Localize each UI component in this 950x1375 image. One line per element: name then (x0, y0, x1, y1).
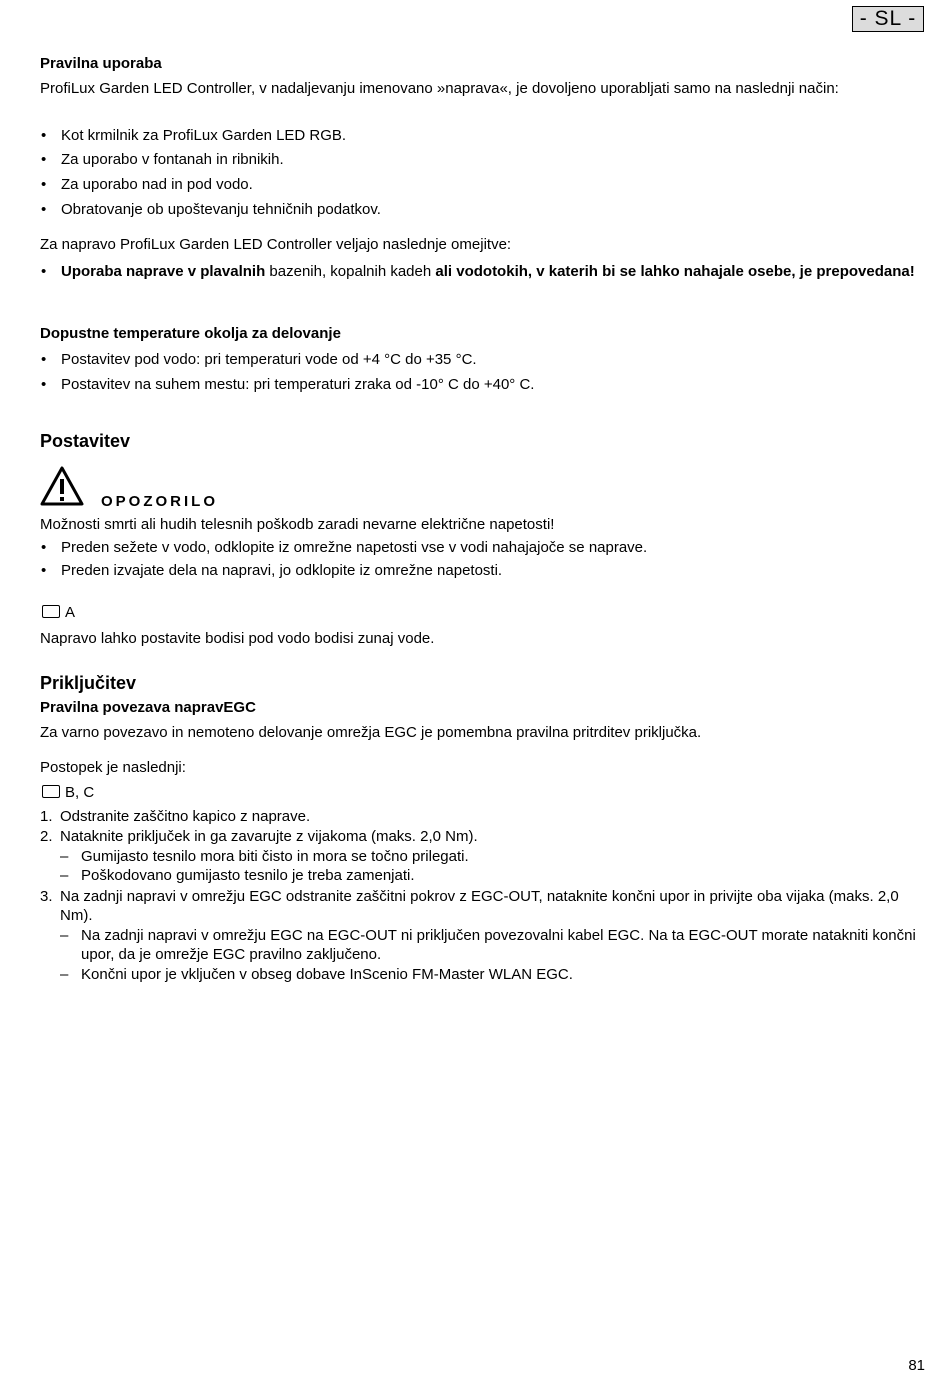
restriction-bold-2: ali vodotokih, v katerih bi se lahko nahajale osebe, je prepovedana! (435, 263, 915, 280)
restriction-bold-1: Uporaba naprave v plavalnih (61, 263, 266, 280)
step-item (40, 807, 928, 826)
step-number: 3. (40, 888, 53, 905)
heading-intended-use: Pravilna uporaba (40, 55, 162, 72)
step-number: 1. (40, 808, 53, 825)
step-item (40, 827, 928, 846)
list-item: • Preden izvajate dela na napravi, jo odklopite iz omrežne napetosti. (40, 561, 928, 580)
language-badge: - SL - (852, 6, 924, 32)
figure-reference (40, 603, 75, 622)
warning-text: Možnosti smrti ali hudih telesnih poškodb zaradi nevarne električne napetosti! (40, 516, 555, 533)
list-item: • Obratovanje ob upoštevanju tehničnih podatkov. (40, 200, 928, 219)
page-number: 81 (908, 1357, 925, 1374)
step-text: Odstranite zaščitno kapico z naprave. (60, 808, 311, 825)
sub-step-item: – Končni upor je vključen v obseg dobave InScenio FM-Master WLAN EGC. (60, 965, 928, 984)
connection-intro: Za varno povezavo in nemoteno delovanje omrežja EGC je pomembna pravilna pritrditev priključka. (40, 724, 702, 741)
warning-triangle-icon (40, 466, 84, 506)
sub-step-item: – Gumijasto tesnilo mora biti čisto in mora se točno prilegati. (60, 847, 928, 866)
list-item: • Kot krmilnik za ProfiLux Garden LED RGB. (40, 126, 928, 145)
list-item: • Za uporabo v fontanah in ribnikih. (40, 150, 928, 169)
installation-text: Napravo lahko postavite bodisi pod vodo bodisi zunaj vode. (40, 630, 435, 647)
heading-ambient-temperatures: Dopustne temperature okolja za delovanje (40, 325, 341, 342)
list-item: • Preden sežete v vodo, odklopite iz omrežne napetosti vse v vodi nahajajoče se naprave. (40, 538, 928, 557)
subheading-egc-connection: Pravilna povezava napravEGC (40, 699, 256, 716)
figure-icon (42, 785, 60, 798)
figure-icon (42, 605, 60, 618)
heading-installation: Postavitev (40, 431, 131, 451)
restriction-item (40, 262, 928, 281)
step-number: 2. (40, 828, 53, 845)
list-item: • Postavitev na suhem mestu: pri temperaturi zraka od -10° C do +40° C. (40, 375, 928, 394)
warning-title: OPOZORILO (101, 493, 218, 510)
step-text: Na zadnji napravi v omrežju EGC odstranite zaščitni pokrov z EGC-OUT, nataknite končni upor in privijte oba vijaka (maks. 2,0 Nm). (60, 888, 899, 924)
figure-reference (40, 783, 94, 802)
list-item: • Za uporabo nad in pod vodo. (40, 175, 928, 194)
figure-reference-label: A (65, 604, 76, 621)
restriction-plain: bazenih, kopalnih kadeh (265, 263, 436, 280)
heading-connection: Priključitev (40, 673, 137, 693)
step-item (40, 887, 928, 925)
list-item: • Postavitev pod vodo: pri temperaturi vode od +4 °C do +35 °C. (40, 350, 928, 369)
procedure-label: Postopek je naslednji: (40, 759, 186, 776)
step-text: Nataknite priključek in ga zavarujte z vijakoma (maks. 2,0 Nm). (60, 828, 478, 845)
sub-step-item: – Na zadnji napravi v omrežju EGC na EGC-OUT ni priključen povezovalni kabel EGC. Na ta EGC-OUT morate natakniti končni upor, da je omrežje EGC pravilno zaključeno. (60, 926, 928, 964)
sub-step-item: – Poškodovano gumijasto tesnilo je treba zamenjati. (60, 866, 928, 885)
intended-use-intro: ProfiLux Garden LED Controller, v nadaljevanju imenovano »naprava«, je dovoljeno uporabljati samo na naslednji način: (40, 80, 839, 97)
restrictions-intro: Za napravo ProfiLux Garden LED Controller veljajo naslednje omejitve: (40, 236, 512, 253)
figure-reference-label: B, C (65, 784, 95, 801)
